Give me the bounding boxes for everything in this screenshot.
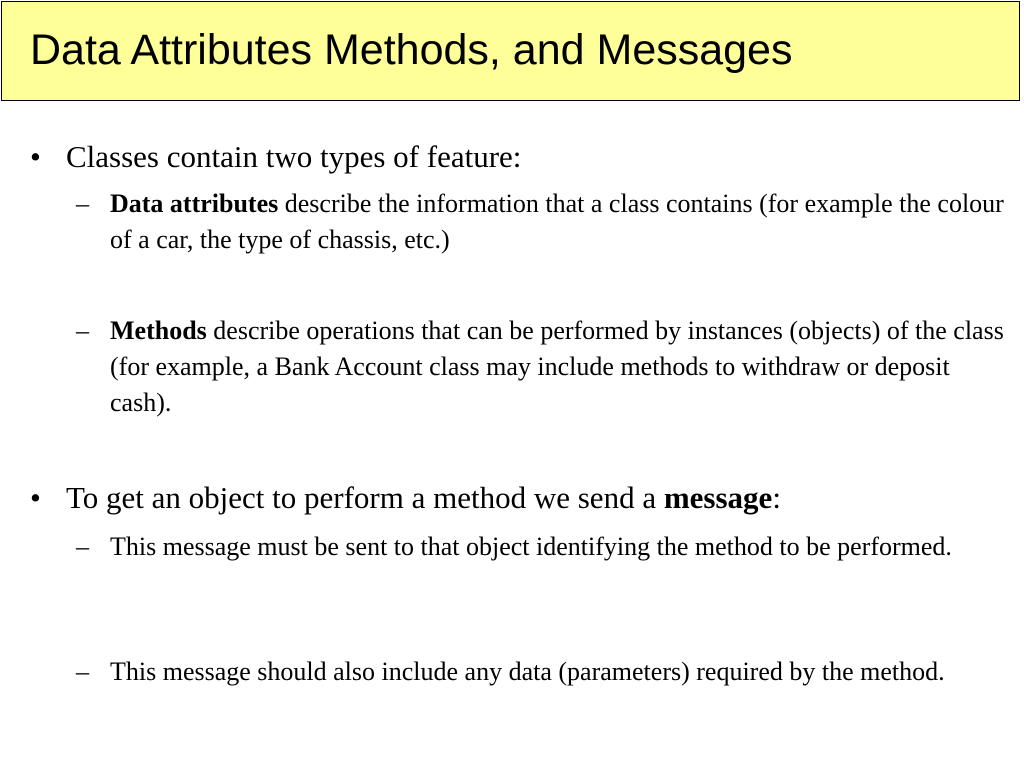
sub-bullet-text: describe the information that a class contains (for example the colour of a car, the type of chassis, etc.) [110, 189, 1004, 254]
term-data-attributes: Data attributes [110, 189, 279, 218]
sub-bullet-text: This message must be sent to that object identifying the method to be performed. [110, 532, 952, 561]
bullet-text: Classes contain two types of feature: [66, 139, 522, 174]
sub-bullet-methods [110, 313, 1010, 421]
bullet-text-colon: : [772, 480, 781, 515]
sub-bullet-text: This message should also include any data (parameters) required by the method. [110, 657, 945, 686]
sub-bullet-text: describe operations that can be performed by instances (objects) of the class (for example, a Bank Account class may include methods to withdraw or deposit cash). [110, 316, 1004, 417]
sub-bullet-marker: – [76, 189, 89, 218]
bullet-marker: • [30, 139, 41, 174]
sub-bullet-marker: – [76, 316, 89, 345]
slide-title: Data Attributes Methods, and Messages [30, 26, 793, 74]
term-methods: Methods [110, 316, 207, 345]
sub-bullet-marker: – [76, 657, 89, 686]
bullet-marker: • [30, 480, 41, 515]
bullet-classes-features [66, 139, 1006, 175]
term-message: message [663, 480, 773, 515]
sub-bullet-message-parameters [110, 654, 1010, 690]
sub-bullet-marker: – [76, 532, 89, 561]
bullet-send-message [66, 480, 1006, 516]
sub-bullet-data-attributes [110, 186, 1010, 258]
sub-bullet-message-identifying [110, 529, 1010, 565]
bullet-text: To get an object to perform a method we send a [66, 480, 664, 515]
